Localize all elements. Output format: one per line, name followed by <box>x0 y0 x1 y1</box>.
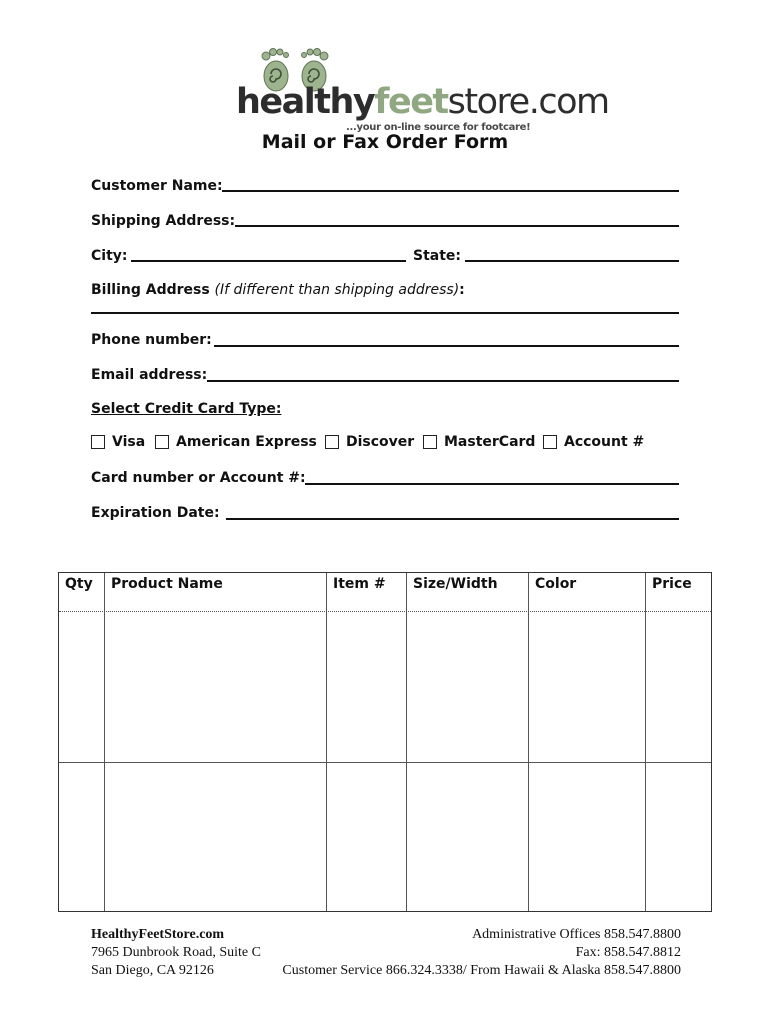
col-header-price: Price <box>652 576 692 592</box>
page-title: Mail or Fax Order Form <box>261 131 509 153</box>
col-header-size-width: Size/Width <box>413 576 498 592</box>
col-header-color: Color <box>535 576 577 592</box>
card-option-mastercard[interactable] <box>423 434 535 450</box>
account-label: Account # <box>564 434 645 450</box>
phone-label: Phone number: <box>91 332 212 348</box>
brand-name: healthyfeetstore.com <box>236 82 609 122</box>
card-number-label: Card number or Account #: <box>91 470 306 486</box>
table-column-divider <box>528 573 529 911</box>
table-column-divider <box>104 573 105 911</box>
table-column-divider <box>326 573 327 911</box>
footer-address-line2: San Diego, CA 92126 <box>91 963 214 978</box>
email-field[interactable] <box>207 380 679 382</box>
brand-tagline: ...your on-line source for footcare! <box>346 122 531 133</box>
col-header-product-name: Product Name <box>111 576 223 592</box>
expiration-field[interactable] <box>226 518 679 520</box>
amex-label: American Express <box>176 434 317 450</box>
amex-checkbox[interactable] <box>155 435 169 449</box>
state-field[interactable] <box>465 260 679 262</box>
mastercard-checkbox[interactable] <box>423 435 437 449</box>
state-label: State: <box>413 248 462 264</box>
customer-name-label: Customer Name: <box>91 178 223 194</box>
expiration-label: Expiration Date: <box>91 505 220 521</box>
footer-fax: Fax: 858.547.8812 <box>575 945 681 960</box>
city-field[interactable] <box>131 260 406 262</box>
phone-field[interactable] <box>214 345 679 347</box>
store-logo <box>236 44 609 134</box>
card-number-field[interactable] <box>305 483 679 485</box>
email-label: Email address: <box>91 367 208 383</box>
table-header-divider <box>59 611 711 612</box>
billing-address-label: Billing Address (If different than shipping address): <box>91 282 465 298</box>
card-option-discover[interactable] <box>325 434 414 450</box>
shipping-address-label: Shipping Address: <box>91 213 236 229</box>
shipping-address-field[interactable] <box>235 225 679 227</box>
billing-address-field[interactable] <box>91 312 679 314</box>
col-header-item: Item # <box>333 576 386 592</box>
footer-admin-phone: Administrative Offices 858.547.8800 <box>472 927 681 942</box>
footer <box>91 926 681 980</box>
table-column-divider <box>645 573 646 911</box>
table-column-divider <box>406 573 407 911</box>
footer-customer-service: Customer Service 866.324.3338/ From Hawaii & Alaska 858.547.8800 <box>282 963 681 978</box>
visa-checkbox[interactable] <box>91 435 105 449</box>
account-checkbox[interactable] <box>543 435 557 449</box>
billing-address-note: (If different than shipping address) <box>214 282 460 298</box>
card-option-account[interactable] <box>543 434 644 450</box>
mastercard-label: MasterCard <box>444 434 536 450</box>
visa-label: Visa <box>112 434 146 450</box>
select-card-heading: Select Credit Card Type: <box>91 401 282 417</box>
table-row-divider <box>59 762 711 763</box>
order-table <box>58 572 712 912</box>
discover-checkbox[interactable] <box>325 435 339 449</box>
customer-name-field[interactable] <box>222 190 679 192</box>
card-option-visa[interactable] <box>91 434 145 450</box>
col-header-qty: Qty <box>65 576 93 592</box>
footer-company: HealthyFeetStore.com <box>91 927 225 942</box>
city-label: City: <box>91 248 128 264</box>
footer-address-line1: 7965 Dunbrook Road, Suite C <box>91 945 261 960</box>
card-option-amex[interactable] <box>155 434 317 450</box>
discover-label: Discover <box>346 434 415 450</box>
